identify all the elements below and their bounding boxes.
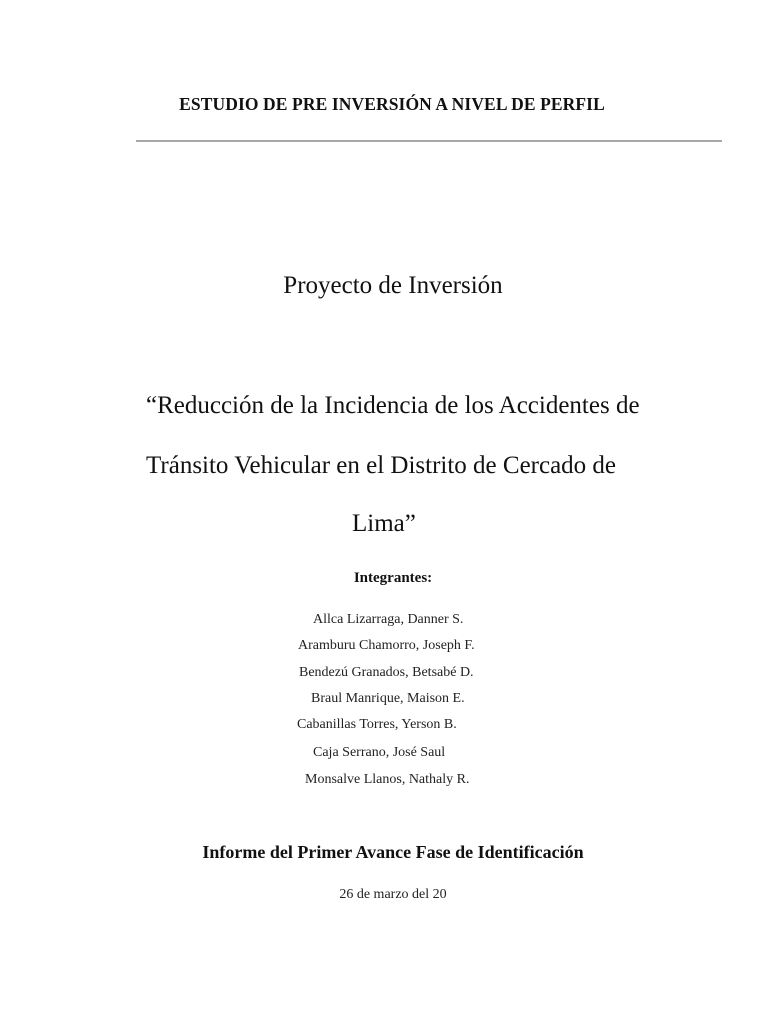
member-name: Monsalve Llanos, Nathaly R. — [305, 772, 470, 787]
header-title: ESTUDIO DE PRE INVERSIÓN A NIVEL DE PERFIL — [179, 94, 605, 114]
member-name: Caja Serrano, José Saul — [313, 745, 446, 760]
member-name: Braul Manrique, Maison E. — [311, 691, 465, 706]
members-heading: Integrantes: — [353, 570, 433, 586]
member-name: Allca Lizarraga, Danner S. — [313, 612, 464, 627]
report-title: Informe del Primer Avance Fase de Identificación — [202, 842, 584, 862]
member-name: Cabanillas Torres, Yerson B. — [297, 717, 457, 732]
project-label: Proyecto de Inversión — [283, 272, 503, 299]
project-title-line-2: Tránsito Vehicular en el Distrito de Cercado de — [146, 452, 617, 479]
project-title-line-1: “Reducción de la Incidencia de los Accidentes de — [146, 392, 640, 419]
report-date: 26 de marzo del 20 — [339, 887, 447, 902]
header-divider — [136, 140, 722, 142]
project-title-line-3: Lima” — [352, 510, 416, 537]
member-name: Aramburu Chamorro, Joseph F. — [298, 638, 475, 653]
member-name: Bendezú Granados, Betsabé D. — [299, 665, 474, 680]
